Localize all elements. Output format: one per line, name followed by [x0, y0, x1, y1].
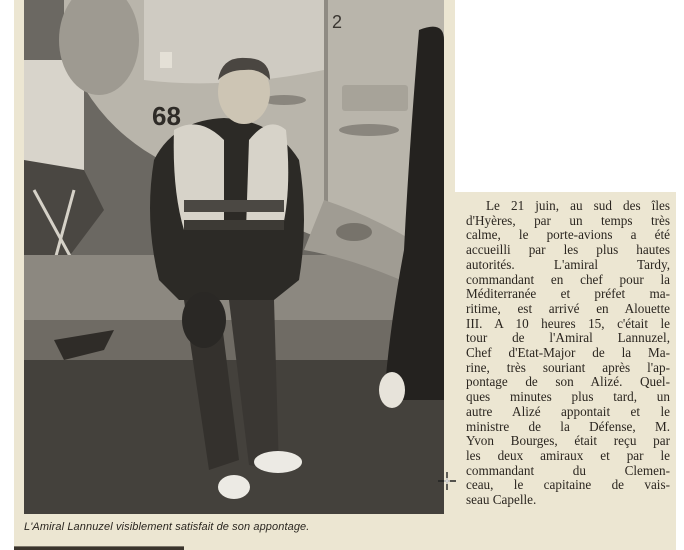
article-line: calme, le porte-avions a été — [466, 227, 670, 243]
article-line: autorités. L'amiral Tardy, — [466, 256, 670, 272]
article-line: commandant du Clemen- — [466, 462, 670, 478]
admiral-photo — [24, 0, 444, 514]
article-line: les deux amiraux et par le — [466, 447, 670, 463]
article-line: ques minutes plus tard, un — [466, 389, 670, 405]
article-body — [466, 199, 670, 508]
article-line: tour de l'Amiral Lannuzel, — [466, 330, 670, 346]
article-line: pontage de son Alizé. Quel- — [466, 374, 670, 390]
article-line: Chef d'Etat-Major de la Ma- — [466, 345, 670, 361]
photo-illustration — [24, 0, 444, 514]
blank-margin — [455, 0, 684, 192]
article-line: Méditerranée et préfet ma- — [466, 286, 670, 302]
article-line: Le 21 juin, au sud des îles — [486, 198, 670, 213]
article-line: ministre de la Défense, M. — [466, 418, 670, 434]
article-line: ceau, le capitaine de vais- — [466, 477, 670, 493]
article-line: III. A 10 heures 15, c'était le — [466, 315, 670, 331]
article-line: rine, très souriant après l'ap- — [466, 359, 670, 375]
article-line: accueilli par les plus hautes — [466, 242, 670, 258]
article-line: ritime, est arrivé en Alouette — [466, 300, 670, 316]
tail-digit: 2 — [332, 12, 343, 32]
photo-caption: L'Amiral Lannuzel visiblement satisfait de son appontage. — [24, 521, 310, 533]
aircraft-number: 68 — [152, 101, 181, 131]
article-line: commandant en chef pour la — [466, 271, 670, 287]
article-line: Yvon Bourges, était reçu par — [466, 433, 670, 449]
crosshair-cursor-icon — [438, 472, 456, 490]
article-line: seau Capelle. — [466, 492, 537, 508]
article-line: d'Hyères, par un temps très — [466, 212, 670, 228]
article-line: autre Alizé appontait et le — [466, 403, 670, 419]
